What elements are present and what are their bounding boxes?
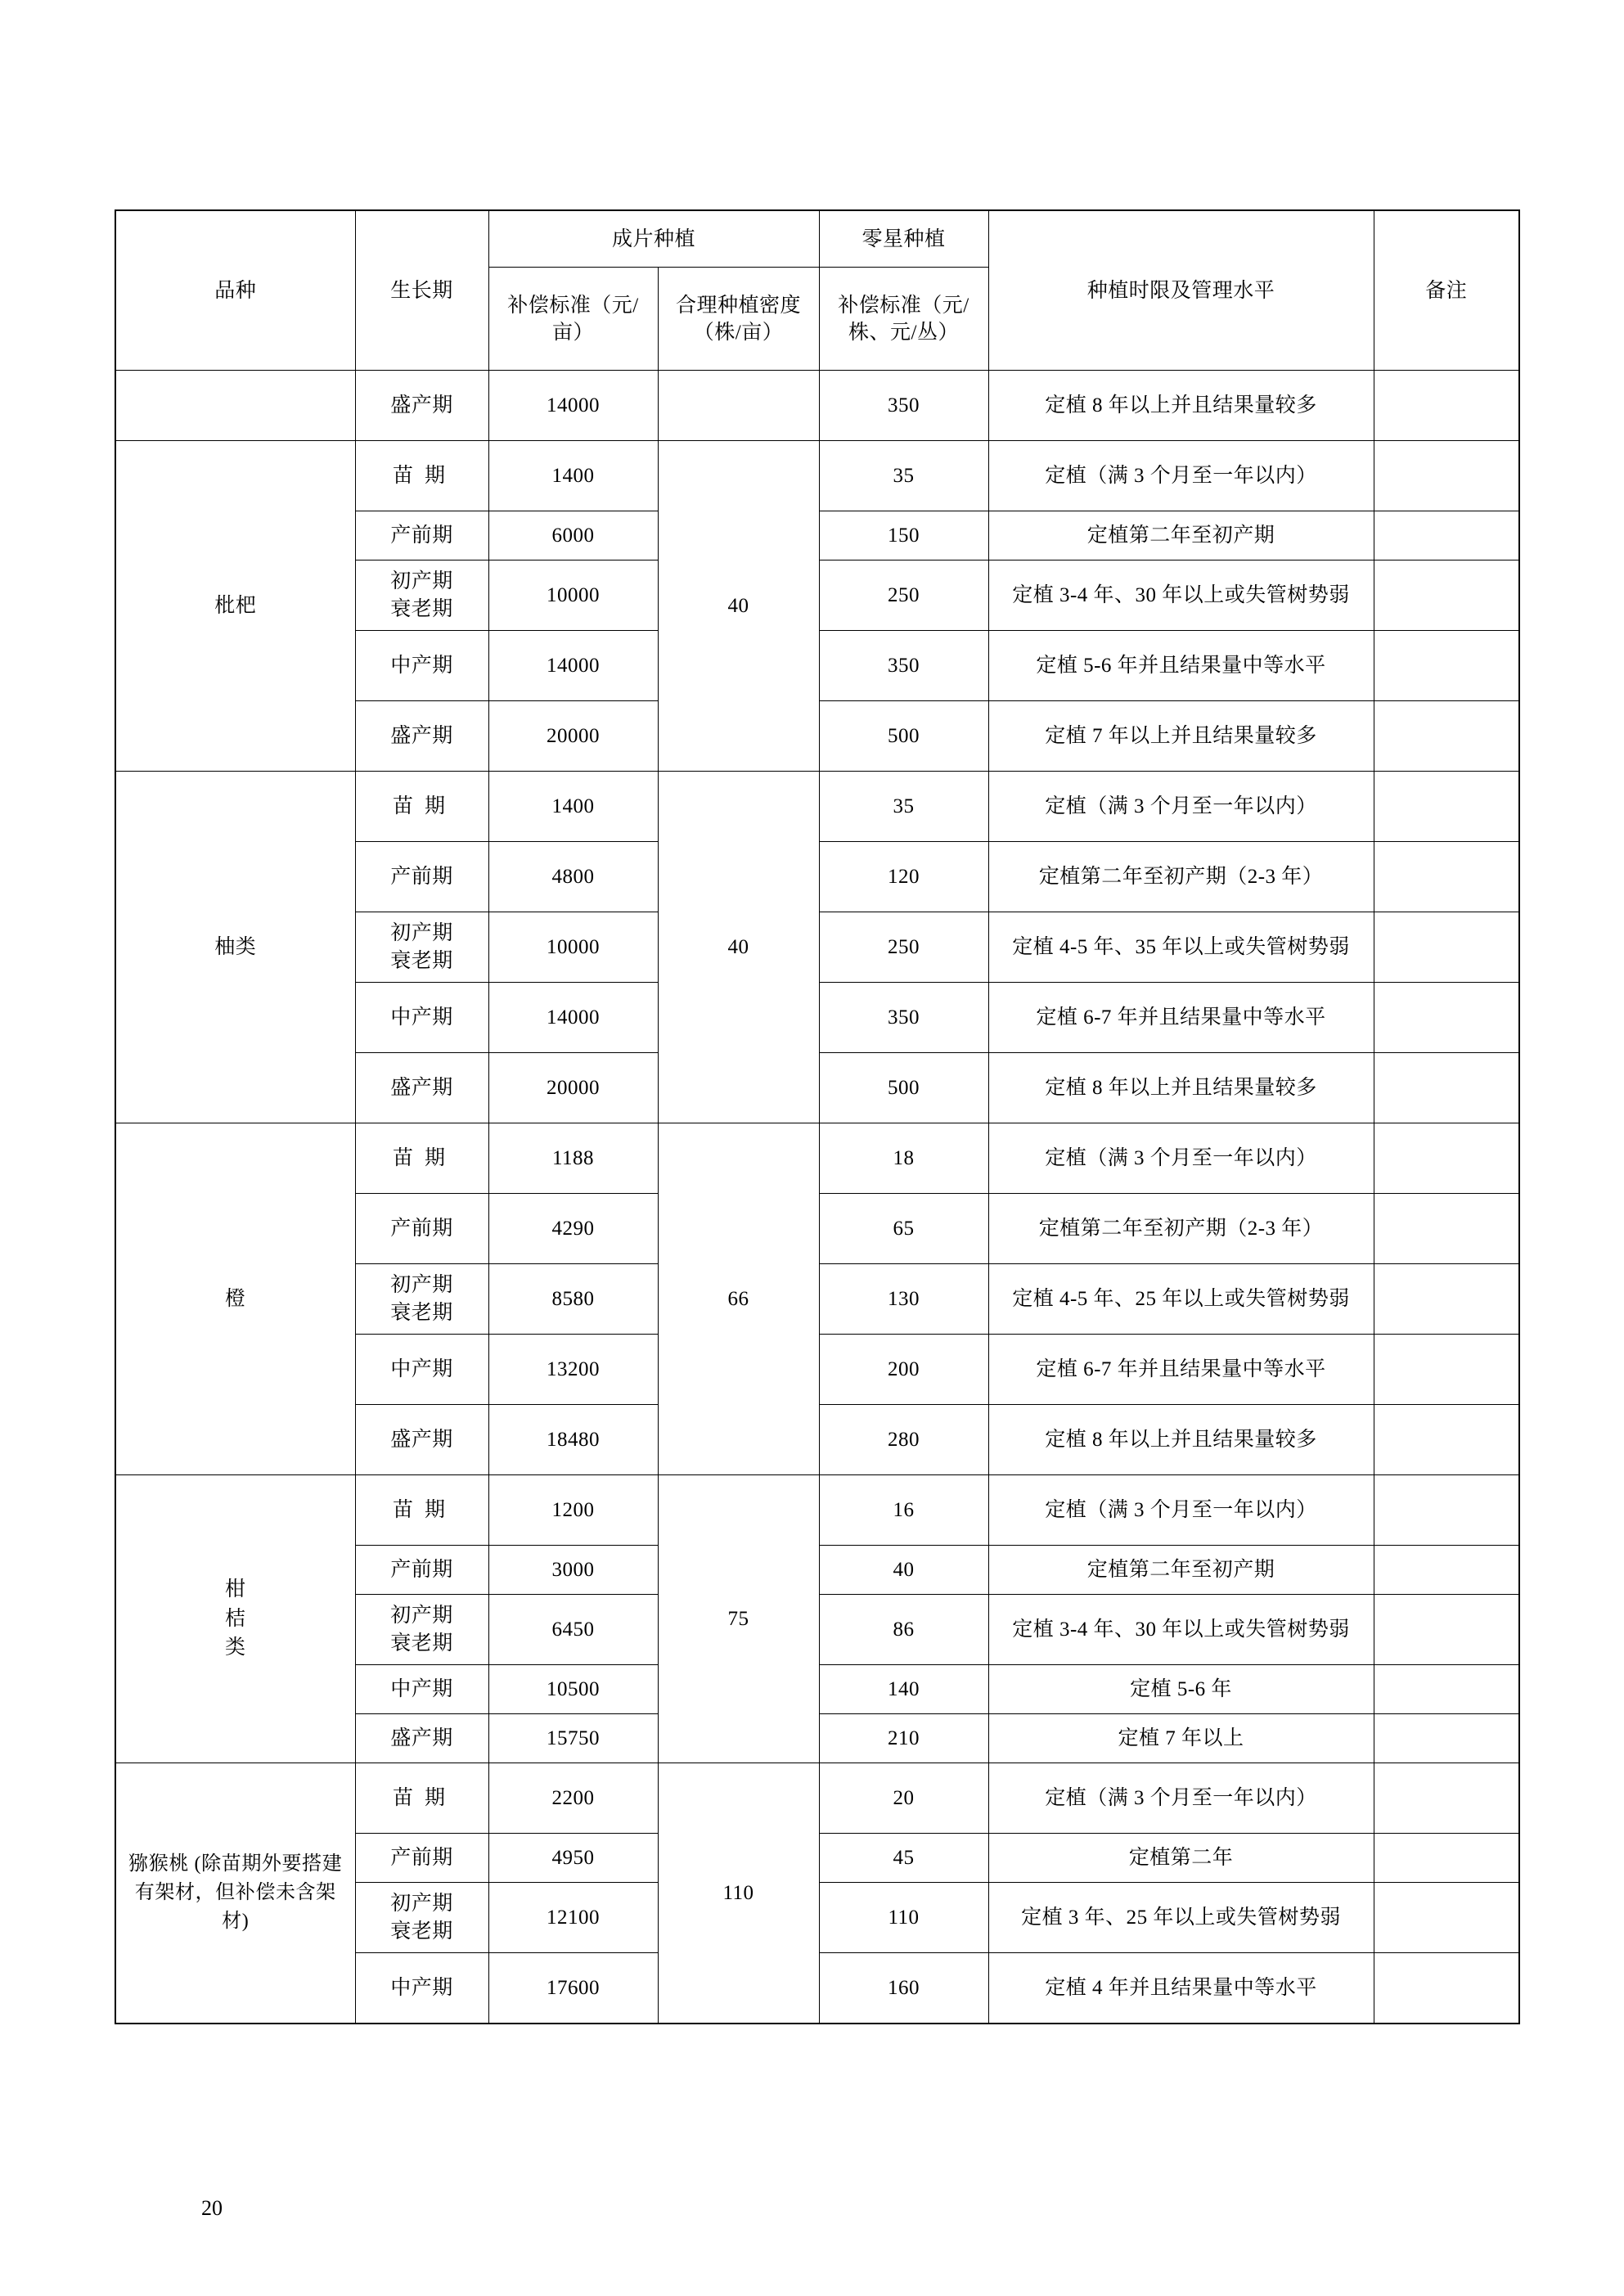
cell-variety: 猕猴桃 (除苗期外要搭建有架材，但补偿未含架材): [115, 1763, 355, 2024]
cell-remark: [1374, 1714, 1519, 1763]
cell-growth-stage: 初产期 衰老期: [355, 1883, 488, 1953]
cell-remark: [1374, 1883, 1519, 1953]
cell-block-compensation: 2200: [488, 1763, 658, 1834]
cell-remark: [1374, 371, 1519, 441]
cell-scattered-compensation: 250: [819, 560, 988, 631]
header-block-compensation: 补偿标准（元/亩）: [488, 268, 658, 371]
cell-scattered-compensation: 350: [819, 371, 988, 441]
cell-remark: [1374, 842, 1519, 912]
cell-block-compensation: 1400: [488, 441, 658, 511]
table-row: [115, 1763, 1519, 1834]
cell-period-management: 定植 3 年、25 年以上或失管树势弱: [988, 1883, 1374, 1953]
cell-growth-stage: 苗期: [355, 1763, 488, 1834]
cell-scattered-compensation: 160: [819, 1953, 988, 2024]
cell-period-management: 定植 6-7 年并且结果量中等水平: [988, 983, 1374, 1053]
cell-remark: [1374, 1953, 1519, 2024]
cell-block-compensation: 6450: [488, 1595, 658, 1665]
cell-growth-stage: 产前期: [355, 511, 488, 560]
cell-block-compensation: 1188: [488, 1123, 658, 1194]
cell-remark: [1374, 1335, 1519, 1405]
cell-period-management: 定植 8 年以上并且结果量较多: [988, 1053, 1374, 1123]
cell-scattered-compensation: 210: [819, 1714, 988, 1763]
cell-scattered-compensation: 16: [819, 1475, 988, 1546]
cell-growth-stage: 盛产期: [355, 1714, 488, 1763]
header-block-planting: 成片种植: [488, 210, 819, 268]
cell-growth-stage: 初产期 衰老期: [355, 1595, 488, 1665]
cell-period-management: 定植（满 3 个月至一年以内）: [988, 1763, 1374, 1834]
cell-growth-stage: 苗期: [355, 1475, 488, 1546]
cell-growth-stage: 初产期 衰老期: [355, 912, 488, 983]
cell-period-management: 定植 5-6 年: [988, 1665, 1374, 1714]
cell-block-density: 110: [658, 1763, 819, 2024]
cell-remark: [1374, 1665, 1519, 1714]
table-header: [115, 210, 1519, 371]
cell-block-compensation: 14000: [488, 371, 658, 441]
cell-growth-stage: 盛产期: [355, 371, 488, 441]
cell-growth-stage: 苗期: [355, 1123, 488, 1194]
header-scattered-planting: 零星种植: [819, 210, 988, 268]
page-number: 20: [201, 2196, 223, 2220]
cell-remark: [1374, 511, 1519, 560]
cell-growth-stage: 初产期 衰老期: [355, 560, 488, 631]
cell-variety: [115, 371, 355, 441]
cell-growth-stage: 盛产期: [355, 701, 488, 772]
cell-remark: [1374, 1834, 1519, 1883]
cell-block-compensation: 3000: [488, 1546, 658, 1595]
cell-scattered-compensation: 35: [819, 772, 988, 842]
cell-scattered-compensation: 280: [819, 1405, 988, 1475]
cell-remark: [1374, 560, 1519, 631]
cell-scattered-compensation: 65: [819, 1194, 988, 1264]
cell-block-compensation: 10000: [488, 912, 658, 983]
cell-block-density: 66: [658, 1123, 819, 1475]
cell-block-compensation: 18480: [488, 1405, 658, 1475]
cell-period-management: 定植 3-4 年、30 年以上或失管树势弱: [988, 560, 1374, 631]
cell-remark: [1374, 912, 1519, 983]
cell-scattered-compensation: 18: [819, 1123, 988, 1194]
cell-remark: [1374, 1595, 1519, 1665]
cell-block-compensation: 20000: [488, 701, 658, 772]
cell-scattered-compensation: 150: [819, 511, 988, 560]
cell-growth-stage: 盛产期: [355, 1053, 488, 1123]
cell-block-density: 40: [658, 441, 819, 772]
cell-scattered-compensation: 140: [819, 1665, 988, 1714]
cell-block-compensation: 6000: [488, 511, 658, 560]
cell-block-compensation: 4290: [488, 1194, 658, 1264]
cell-period-management: 定植 8 年以上并且结果量较多: [988, 1405, 1374, 1475]
cell-block-compensation: 4800: [488, 842, 658, 912]
cell-block-compensation: 10000: [488, 560, 658, 631]
cell-variety: 枇杷: [115, 441, 355, 772]
cell-block-compensation: 1400: [488, 772, 658, 842]
cell-block-density: [658, 371, 819, 441]
cell-period-management: 定植（满 3 个月至一年以内）: [988, 1475, 1374, 1546]
cell-growth-stage: 中产期: [355, 1953, 488, 2024]
cell-scattered-compensation: 110: [819, 1883, 988, 1953]
compensation-standards-table: [115, 209, 1520, 2024]
cell-scattered-compensation: 45: [819, 1834, 988, 1883]
cell-remark: [1374, 983, 1519, 1053]
cell-period-management: 定植 8 年以上并且结果量较多: [988, 371, 1374, 441]
cell-remark: [1374, 1405, 1519, 1475]
table-row: [115, 772, 1519, 842]
cell-remark: [1374, 631, 1519, 701]
cell-variety: 橙: [115, 1123, 355, 1475]
compensation-table-container: [115, 209, 1518, 2024]
cell-remark: [1374, 772, 1519, 842]
header-period-management: 种植时限及管理水平: [988, 210, 1374, 371]
cell-scattered-compensation: 250: [819, 912, 988, 983]
cell-block-compensation: 20000: [488, 1053, 658, 1123]
cell-remark: [1374, 1475, 1519, 1546]
cell-variety: 柑 桔 类: [115, 1475, 355, 1763]
cell-growth-stage: 中产期: [355, 631, 488, 701]
cell-growth-stage: 中产期: [355, 1335, 488, 1405]
cell-growth-stage: 盛产期: [355, 1405, 488, 1475]
cell-growth-stage: 苗期: [355, 441, 488, 511]
cell-period-management: 定植 4 年并且结果量中等水平: [988, 1953, 1374, 2024]
cell-remark: [1374, 701, 1519, 772]
cell-variety: 柚类: [115, 772, 355, 1123]
cell-scattered-compensation: 200: [819, 1335, 988, 1405]
cell-period-management: 定植第二年至初产期（2-3 年）: [988, 1194, 1374, 1264]
cell-scattered-compensation: 350: [819, 983, 988, 1053]
cell-scattered-compensation: 350: [819, 631, 988, 701]
cell-block-compensation: 8580: [488, 1264, 658, 1335]
cell-block-compensation: 17600: [488, 1953, 658, 2024]
cell-scattered-compensation: 40: [819, 1546, 988, 1595]
table-row: [115, 371, 1519, 441]
cell-block-compensation: 1200: [488, 1475, 658, 1546]
cell-remark: [1374, 1546, 1519, 1595]
header-growth-stage: 生长期: [355, 210, 488, 371]
cell-remark: [1374, 1123, 1519, 1194]
cell-period-management: 定植第二年: [988, 1834, 1374, 1883]
cell-period-management: 定植（满 3 个月至一年以内）: [988, 1123, 1374, 1194]
table-row: [115, 441, 1519, 511]
cell-block-compensation: 12100: [488, 1883, 658, 1953]
table-row: [115, 1123, 1519, 1194]
cell-growth-stage: 产前期: [355, 842, 488, 912]
cell-growth-stage: 中产期: [355, 983, 488, 1053]
cell-growth-stage: 产前期: [355, 1194, 488, 1264]
header-row-top: [115, 210, 1519, 268]
cell-block-compensation: 14000: [488, 983, 658, 1053]
cell-period-management: 定植 7 年以上并且结果量较多: [988, 701, 1374, 772]
header-block-density: 合理种植密度（株/亩）: [658, 268, 819, 371]
cell-growth-stage: 产前期: [355, 1834, 488, 1883]
table-row: [115, 1475, 1519, 1546]
cell-growth-stage: 初产期 衰老期: [355, 1264, 488, 1335]
cell-block-density: 40: [658, 772, 819, 1123]
cell-period-management: 定植第二年至初产期: [988, 511, 1374, 560]
cell-remark: [1374, 1763, 1519, 1834]
cell-remark: [1374, 441, 1519, 511]
cell-scattered-compensation: 35: [819, 441, 988, 511]
cell-period-management: 定植 4-5 年、25 年以上或失管树势弱: [988, 1264, 1374, 1335]
cell-scattered-compensation: 20: [819, 1763, 988, 1834]
cell-period-management: 定植 6-7 年并且结果量中等水平: [988, 1335, 1374, 1405]
header-variety: 品种: [115, 210, 355, 371]
table-body: [115, 371, 1519, 2024]
cell-block-compensation: 10500: [488, 1665, 658, 1714]
cell-scattered-compensation: 130: [819, 1264, 988, 1335]
cell-block-compensation: 4950: [488, 1834, 658, 1883]
cell-remark: [1374, 1264, 1519, 1335]
cell-scattered-compensation: 120: [819, 842, 988, 912]
cell-growth-stage: 产前期: [355, 1546, 488, 1595]
cell-growth-stage: 苗期: [355, 772, 488, 842]
cell-remark: [1374, 1194, 1519, 1264]
cell-period-management: 定植 3-4 年、30 年以上或失管树势弱: [988, 1595, 1374, 1665]
cell-scattered-compensation: 500: [819, 1053, 988, 1123]
cell-scattered-compensation: 500: [819, 701, 988, 772]
cell-remark: [1374, 1053, 1519, 1123]
header-scattered-compensation: 补偿标准（元/株、元/丛）: [819, 268, 988, 371]
cell-period-management: 定植（满 3 个月至一年以内）: [988, 772, 1374, 842]
cell-block-compensation: 14000: [488, 631, 658, 701]
cell-period-management: 定植 4-5 年、35 年以上或失管树势弱: [988, 912, 1374, 983]
cell-block-compensation: 13200: [488, 1335, 658, 1405]
cell-period-management: 定植（满 3 个月至一年以内）: [988, 441, 1374, 511]
cell-block-compensation: 15750: [488, 1714, 658, 1763]
cell-period-management: 定植第二年至初产期（2-3 年）: [988, 842, 1374, 912]
cell-period-management: 定植第二年至初产期: [988, 1546, 1374, 1595]
cell-block-density: 75: [658, 1475, 819, 1763]
cell-growth-stage: 中产期: [355, 1665, 488, 1714]
cell-period-management: 定植 7 年以上: [988, 1714, 1374, 1763]
cell-period-management: 定植 5-6 年并且结果量中等水平: [988, 631, 1374, 701]
header-remark: 备注: [1374, 210, 1519, 371]
cell-scattered-compensation: 86: [819, 1595, 988, 1665]
